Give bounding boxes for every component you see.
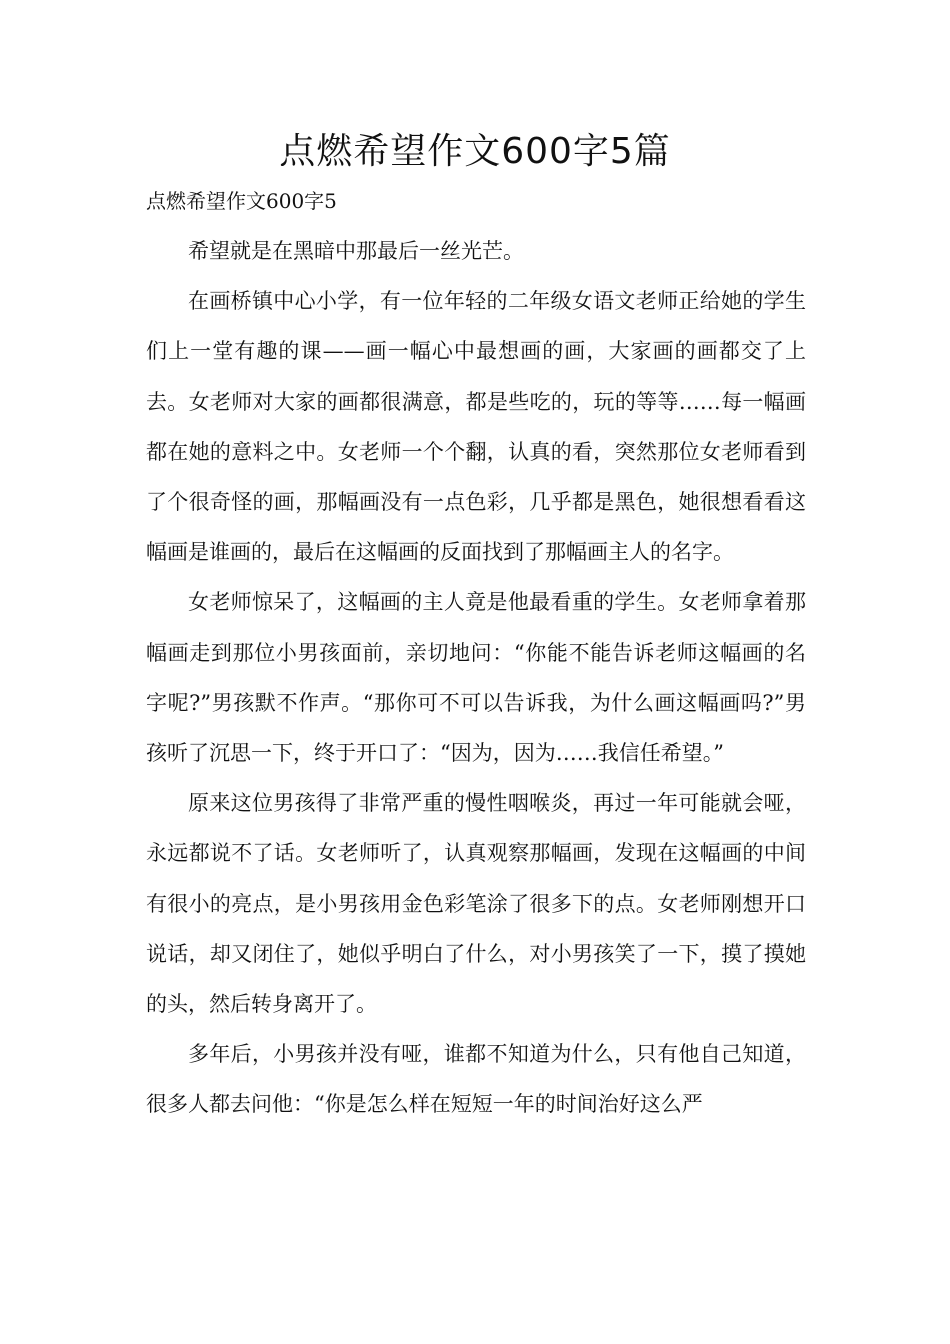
paragraph-1: 希望就是在黑暗中那最后一丝光芒。 <box>188 239 524 263</box>
paragraph-2: 在画桥镇中心小学，有一位年轻的二年级女语文老师正给她的学生们上一堂有趣的课——画一幅心中最想画的画，大家画的画都交了上去。女老师对大家的画都很满意，都是些吃的，玩的等等……每一幅画都在她的意料之中。女老师一个个翻，认真的看，突然那位女老师看到了个很奇怪的画，那幅画没有一点色彩，几乎都是黑色，她很想看看这幅画是谁画的，最后在这幅画的反面找到了那幅画主人的名字。 <box>146 289 806 565</box>
document-body <box>146 226 806 1130</box>
paragraph-3: 女老师惊呆了，这幅画的主人竟是他最看重的学生。女老师拿着那幅画走到那位小男孩面前，亲切地问：“你能不能告诉老师这幅画的名字呢?”男孩默不作声。“那你可不可以告诉我，为什么画这幅画吗?”男孩听了沉思一下，终于开口了：“因为，因为……我信任希望。” <box>146 590 806 766</box>
paragraph-5: 多年后，小男孩并没有哑，谁都不知道为什么，只有他自己知道，很多人都去问他：“你是怎么样在短短一年的时间治好这么严 <box>146 1042 806 1117</box>
document-title: 点燃希望作文600字5篇 <box>279 131 671 172</box>
paragraph-4: 原来这位男孩得了非常严重的慢性咽喉炎，再过一年可能就会哑，永远都说不了话。女老师听了，认真观察那幅画，发现在这幅画的中间有很小的亮点，是小男孩用金色彩笔涂了很多下的点。女老师刚想开口说话，却又闭住了，她似乎明白了什么，对小男孩笑了一下，摸了摸她的头，然后转身离开了。 <box>146 791 806 1017</box>
document-subtitle: 点燃希望作文600字5 <box>146 189 337 213</box>
